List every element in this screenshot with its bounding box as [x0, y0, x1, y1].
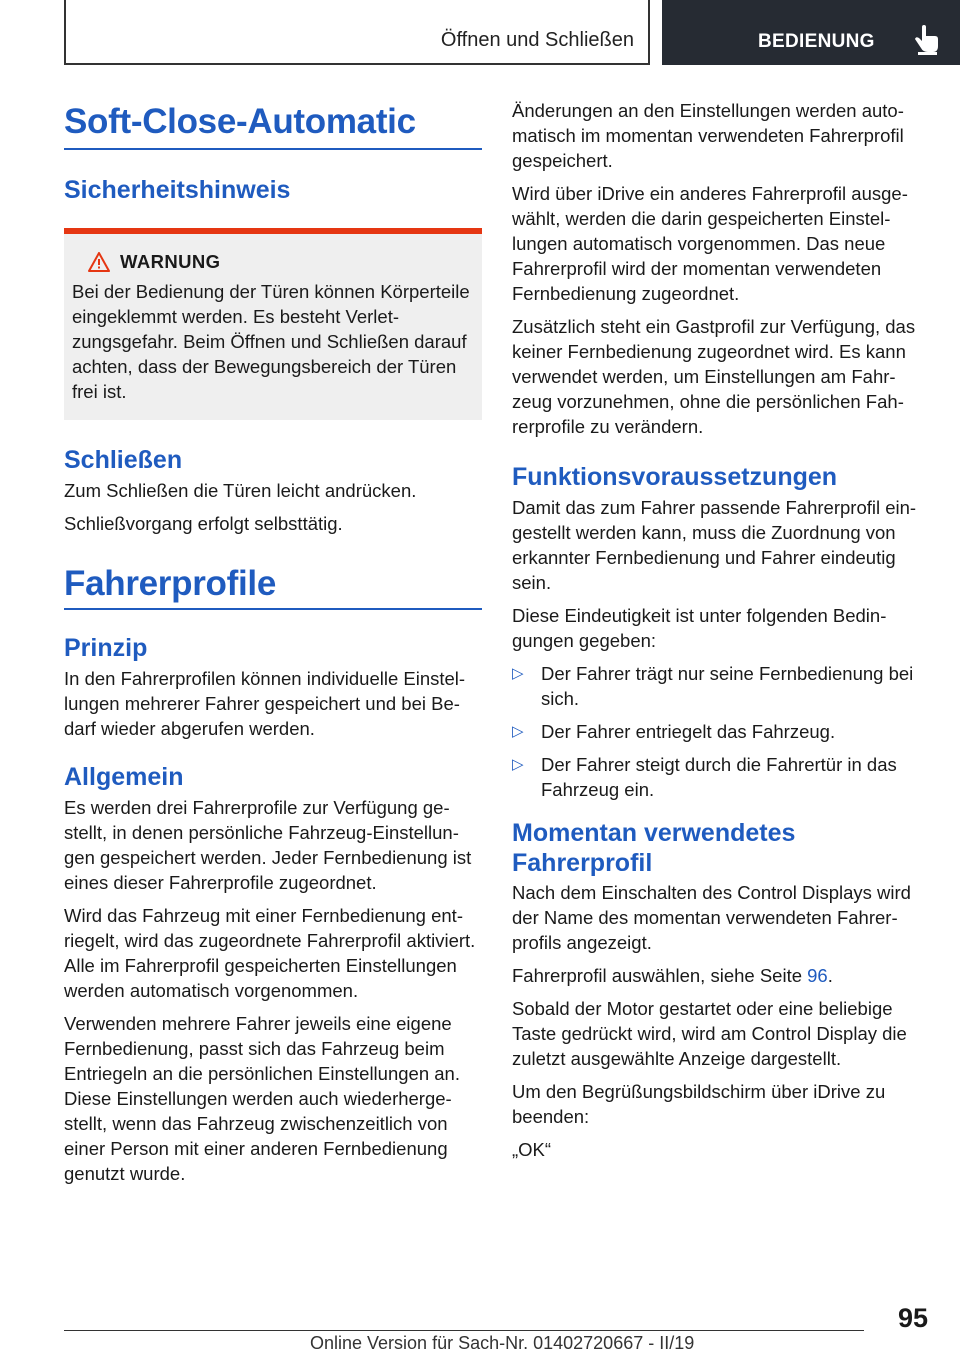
list-item-text: Der Fahrer entriegelt das Fahrzeug.	[541, 721, 836, 742]
close-paragraph-1: Zum Schließen die Türen leicht andrücken.	[64, 480, 417, 501]
warning-title	[88, 251, 474, 273]
right-paragraph-3: Zusätzlich steht ein Gastprofil zur Verfügung, das keiner Fernbedienung zugeordnet wird. Es kann verwendet werden, um Einstellungen am Fahrzeug vorzunehmen, ohne die persönlichen Fahrerprofile zu verändern.	[512, 316, 916, 437]
right-paragraph-2: Wird über iDrive ein anderes Fahrerprofil ausgewählt, werden die darin gespeicherten Einstellungen automatisch vorgenommen. Das neue Fahrerprofil wird der momentan verwendeten Fernbedienung zugeordnet.	[512, 183, 908, 304]
requirements-list	[512, 661, 928, 802]
triangle-bullet-icon: ▷	[512, 756, 524, 773]
heading-principle: Prinzip	[64, 634, 148, 662]
list-item	[512, 719, 928, 744]
heading-general: Allgemein	[64, 763, 184, 791]
page-number: 95	[897, 1303, 928, 1333]
header-section-title: Öffnen und Schließen	[440, 29, 634, 51]
header-chapter-label: BEDIENUNG	[758, 31, 875, 52]
header-chapter-tab[interactable]	[662, 0, 960, 65]
heading-current-profile: Momentan verwendetes Fahrerprofil	[512, 819, 796, 877]
current-paragraph-1: Nach dem Einschalten des Control Displays wird der Name des momentan verwendeten Fahrerprofils angezeigt.	[512, 882, 911, 953]
header-section-box	[64, 0, 650, 65]
warning-triangle-icon	[88, 252, 110, 272]
principle-paragraph: In den Fahrerprofilen können individuelle Einstellungen mehrerer Fahrer gespeichert und bei Bedarf wieder abgerufen werden.	[64, 668, 466, 739]
heading-requirements: Funktionsvoraussetzungen	[512, 463, 838, 491]
footer-rule	[64, 1330, 864, 1331]
warning-text: Bei der Bedienung der Türen können Körperteile eingeklemmt werden. Es besteht Verletzungsgefahr. Beim Öffnen und Schließen darauf achten, dass der Bewegungsbereich der Türen frei ist.	[72, 281, 470, 402]
general-paragraph-2: Wird das Fahrzeug mit einer Fernbedienung entriegelt, wird das zugeordnete Fahrerprofil aktiviert. Alle im Fahrerprofil gespeicherten Einstellungen werden automatisch vorgenommen.	[64, 905, 476, 1001]
page-link-96[interactable]: 96	[807, 965, 828, 986]
current-paragraph-3: Sobald der Motor gestartet oder eine beliebige Taste gedrückt wird, wird am Control Display die zuletzt ausgewählte Anzeige dargestellt.	[512, 998, 907, 1069]
requirements-paragraph-1: Damit das zum Fahrer passende Fahrerprofil eingestellt werden kann, muss die Zuordnung von erkannter Fernbedienung und Fahrer eindeutig sein.	[512, 497, 917, 593]
warning-box	[64, 228, 482, 420]
right-paragraph-1: Änderungen an den Einstellungen werden automatisch im momentan verwendeten Fahrerprofil gespeichert.	[512, 100, 904, 171]
requirements-paragraph-2: Diese Eindeutigkeit ist unter folgenden Bedingungen gegeben:	[512, 605, 887, 651]
current-paragraph-2	[512, 963, 928, 988]
list-item-text: Der Fahrer trägt nur seine Fernbedienung bei sich.	[541, 663, 914, 709]
close-paragraph-2: Schließvorgang erfolgt selbsttätig.	[64, 513, 343, 534]
current-paragraph-4: Um den Begrüßungsbildschirm über iDrive zu beenden:	[512, 1081, 886, 1127]
heading-driver-profiles: Fahrerprofile	[64, 564, 276, 603]
footer-online-version: Online Version für Sach-Nr. 01402720667 - II/19	[310, 1333, 695, 1353]
list-item-text: Der Fahrer steigt durch die Fahrertür in das Fahrzeug ein.	[541, 754, 897, 800]
list-item	[512, 752, 928, 802]
heading-soft-close: Soft-Close-Automatic	[64, 102, 416, 141]
general-paragraph-3: Verwenden mehrere Fahrer jeweils eine eigene Fernbedienung, passt sich das Fahrzeug beim Entriegeln an die persönlichen Einstellungen an. Diese Einstellungen werden auch wiederhergestellt, wenn das Fahrzeug zwischenzeitlich von einer Person mit einer anderen Fernbedienung genutzt wurde.	[64, 1013, 460, 1184]
current-paragraph-5: „OK“	[512, 1139, 552, 1160]
heading-rule	[64, 148, 482, 150]
current-paragraph-2-prefix: Fahrerprofil auswählen, siehe Seite	[512, 965, 808, 986]
current-paragraph-2-suffix: .	[827, 965, 833, 986]
heading-safety-notice: Sicherheitshinweis	[64, 176, 291, 204]
heading-close: Schließen	[64, 446, 183, 474]
warning-label: WARNUNG	[120, 251, 221, 272]
list-item	[512, 661, 928, 711]
general-paragraph-1: Es werden drei Fahrerprofile zur Verfügung gestellt, in denen persönliche Fahrzeug-Einstellungen gespeichert werden. Jeder Fernbedienung ist eines dieser Fahrerprofile zugeordnet.	[64, 797, 472, 893]
triangle-bullet-icon: ▷	[512, 665, 524, 682]
right-column	[512, 98, 928, 1162]
triangle-bullet-icon: ▷	[512, 723, 524, 740]
left-column	[64, 96, 482, 1186]
hand-pointer-icon	[914, 25, 940, 55]
